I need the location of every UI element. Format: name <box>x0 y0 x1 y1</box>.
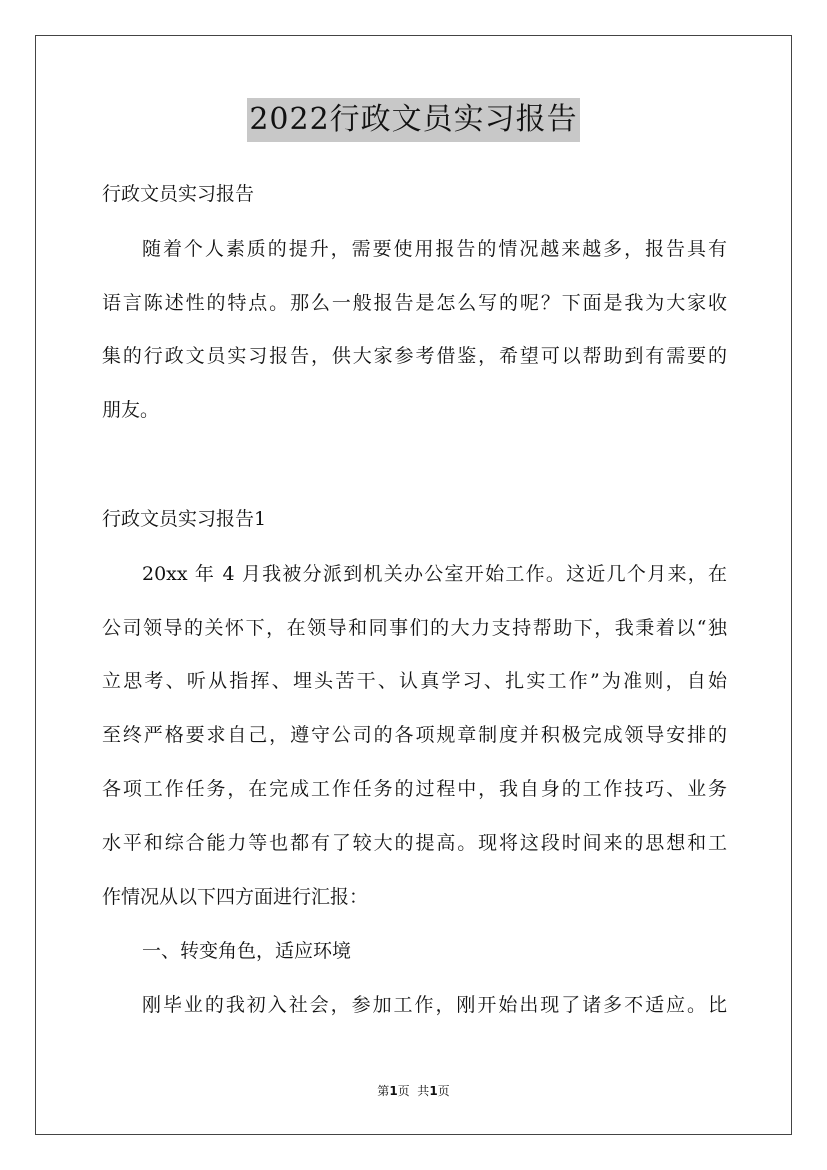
page-footer <box>0 1082 827 1100</box>
footer-total-pages: 1 <box>429 1084 438 1098</box>
footer-mid: 页 共 <box>397 1084 430 1098</box>
body-line-6: 水平和综合能力等也都有了较大的提高。现将这段时间来的思想和工 <box>102 832 727 854</box>
sub-heading: 一、转变角色，适应环境 <box>142 940 352 962</box>
intro-line-4: 朋友。 <box>102 399 160 421</box>
document-subtitle: 行政文员实习报告 <box>102 183 255 205</box>
intro-line-2: 语言陈述性的特点。那么一般报告是怎么写的呢？下面是我为大家收 <box>102 292 727 314</box>
body-line-5: 各项工作任务，在完成工作任务的过程中，我自身的工作技巧、业务 <box>102 778 727 800</box>
footer-prefix: 第 <box>377 1084 390 1098</box>
document-title: 2022行政文员实习报告 <box>247 98 579 142</box>
footer-page-number: 1 <box>389 1084 398 1098</box>
body-line-1: 20xx 年 4 月我被分派到机关办公室开始工作。这近几个月来，在 <box>142 563 727 585</box>
body-line-4: 至终严格要求自己，遵守公司的各项规章制度并积极完成领导安排的 <box>102 724 727 746</box>
intro-line-3: 集的行政文员实习报告，供大家参考借鉴，希望可以帮助到有需要的 <box>102 345 727 367</box>
body-last-line: 刚毕业的我初入社会，参加工作，刚开始出现了诸多不适应。比 <box>142 994 727 1016</box>
body-line-2: 公司领导的关怀下，在领导和同事们的大力支持帮助下，我秉着以“独 <box>102 617 727 639</box>
section-heading: 行政文员实习报告1 <box>102 508 267 530</box>
title-container <box>0 98 827 142</box>
intro-line-1: 随着个人素质的提升，需要使用报告的情况越来越多，报告具有 <box>142 238 727 260</box>
body-line-3: 立思考、听从指挥、埋头苦干、认真学习、扎实工作”为准则，自始 <box>102 670 727 692</box>
body-line-7: 作情况从以下四方面进行汇报： <box>102 886 369 908</box>
footer-suffix: 页 <box>437 1084 450 1098</box>
